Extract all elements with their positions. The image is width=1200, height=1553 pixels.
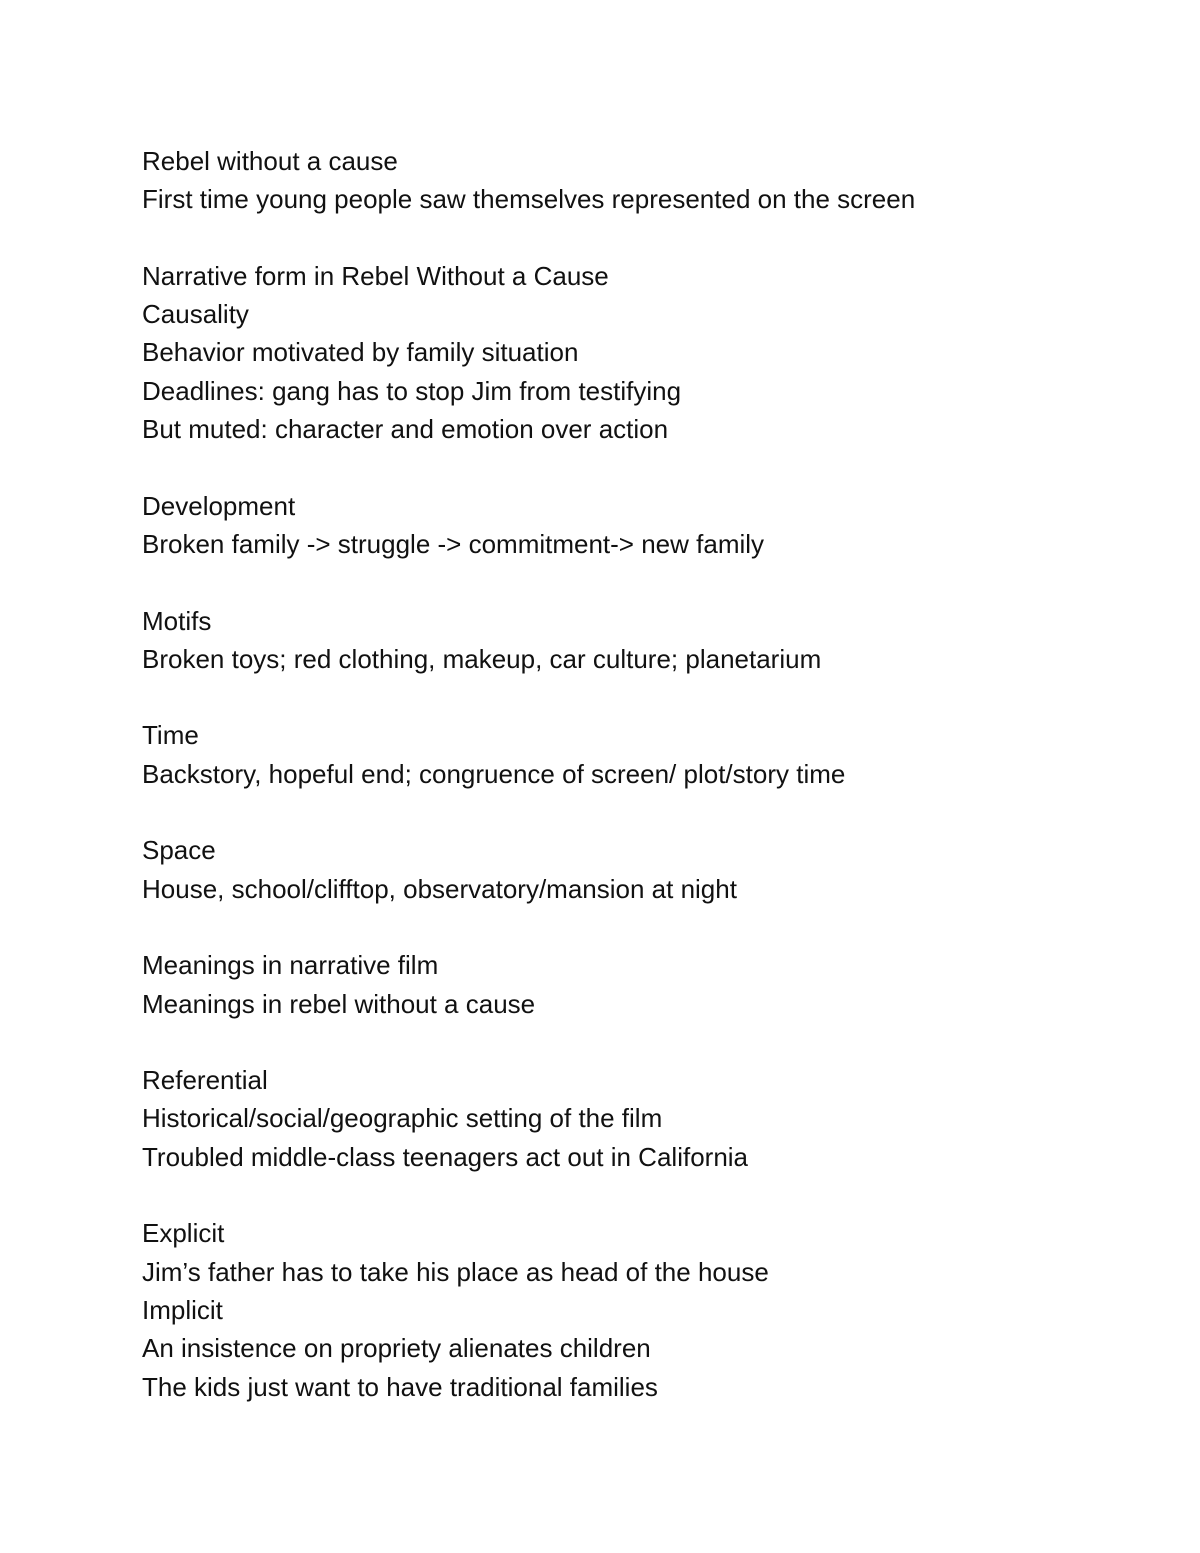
section-meanings (142, 946, 1142, 1023)
section-time (142, 716, 1142, 793)
text-line: Jim’s father has to take his place as head of the house (142, 1256, 769, 1287)
section-space (142, 831, 1142, 908)
heading-narrative-form: Narrative form in Rebel Without a Cause (142, 260, 609, 291)
text-line: Deadlines: gang has to stop Jim from testifying (142, 375, 682, 406)
heading-meanings-rebel: Meanings in rebel without a cause (142, 988, 536, 1019)
heading-meanings-narrative-film: Meanings in narrative film (142, 950, 439, 981)
section-development (142, 487, 1142, 564)
section-intro (142, 142, 1142, 219)
text-line: First time young people saw themselves represented on the screen (142, 184, 916, 215)
text-line: Backstory, hopeful end; congruence of screen/ plot/story time (142, 758, 846, 789)
text-line: Troubled middle-class teenagers act out in California (142, 1141, 749, 1172)
text-line: The kids just want to have traditional families (142, 1371, 658, 1402)
heading-development: Development (142, 490, 296, 521)
text-line: Behavior motivated by family situation (142, 337, 579, 368)
heading-referential: Referential (142, 1065, 268, 1096)
heading-time: Time (142, 720, 199, 751)
subheading-causality: Causality (142, 299, 249, 330)
text-line: Broken family -> struggle -> commitment-> new family (142, 528, 765, 559)
text-line: Broken toys; red clothing, makeup, car culture; planetarium (142, 643, 822, 674)
heading-motifs: Motifs (142, 605, 212, 636)
text-line: Historical/social/geographic setting of the film (142, 1103, 663, 1134)
section-narrative-form (142, 257, 1142, 448)
section-referential (142, 1061, 1142, 1176)
text-line: House, school/clifftop, observatory/mansion at night (142, 873, 737, 904)
heading-rebel-without-a-cause: Rebel without a cause (142, 146, 398, 176)
heading-implicit: Implicit (142, 1294, 223, 1325)
heading-space: Space (142, 835, 216, 866)
heading-explicit: Explicit (142, 1218, 225, 1249)
text-line: But muted: character and emotion over action (142, 414, 669, 445)
section-motifs (142, 602, 1142, 679)
text-line: An insistence on propriety alienates children (142, 1333, 651, 1364)
document-body (142, 142, 1142, 1406)
section-explicit-implicit (142, 1214, 1142, 1405)
